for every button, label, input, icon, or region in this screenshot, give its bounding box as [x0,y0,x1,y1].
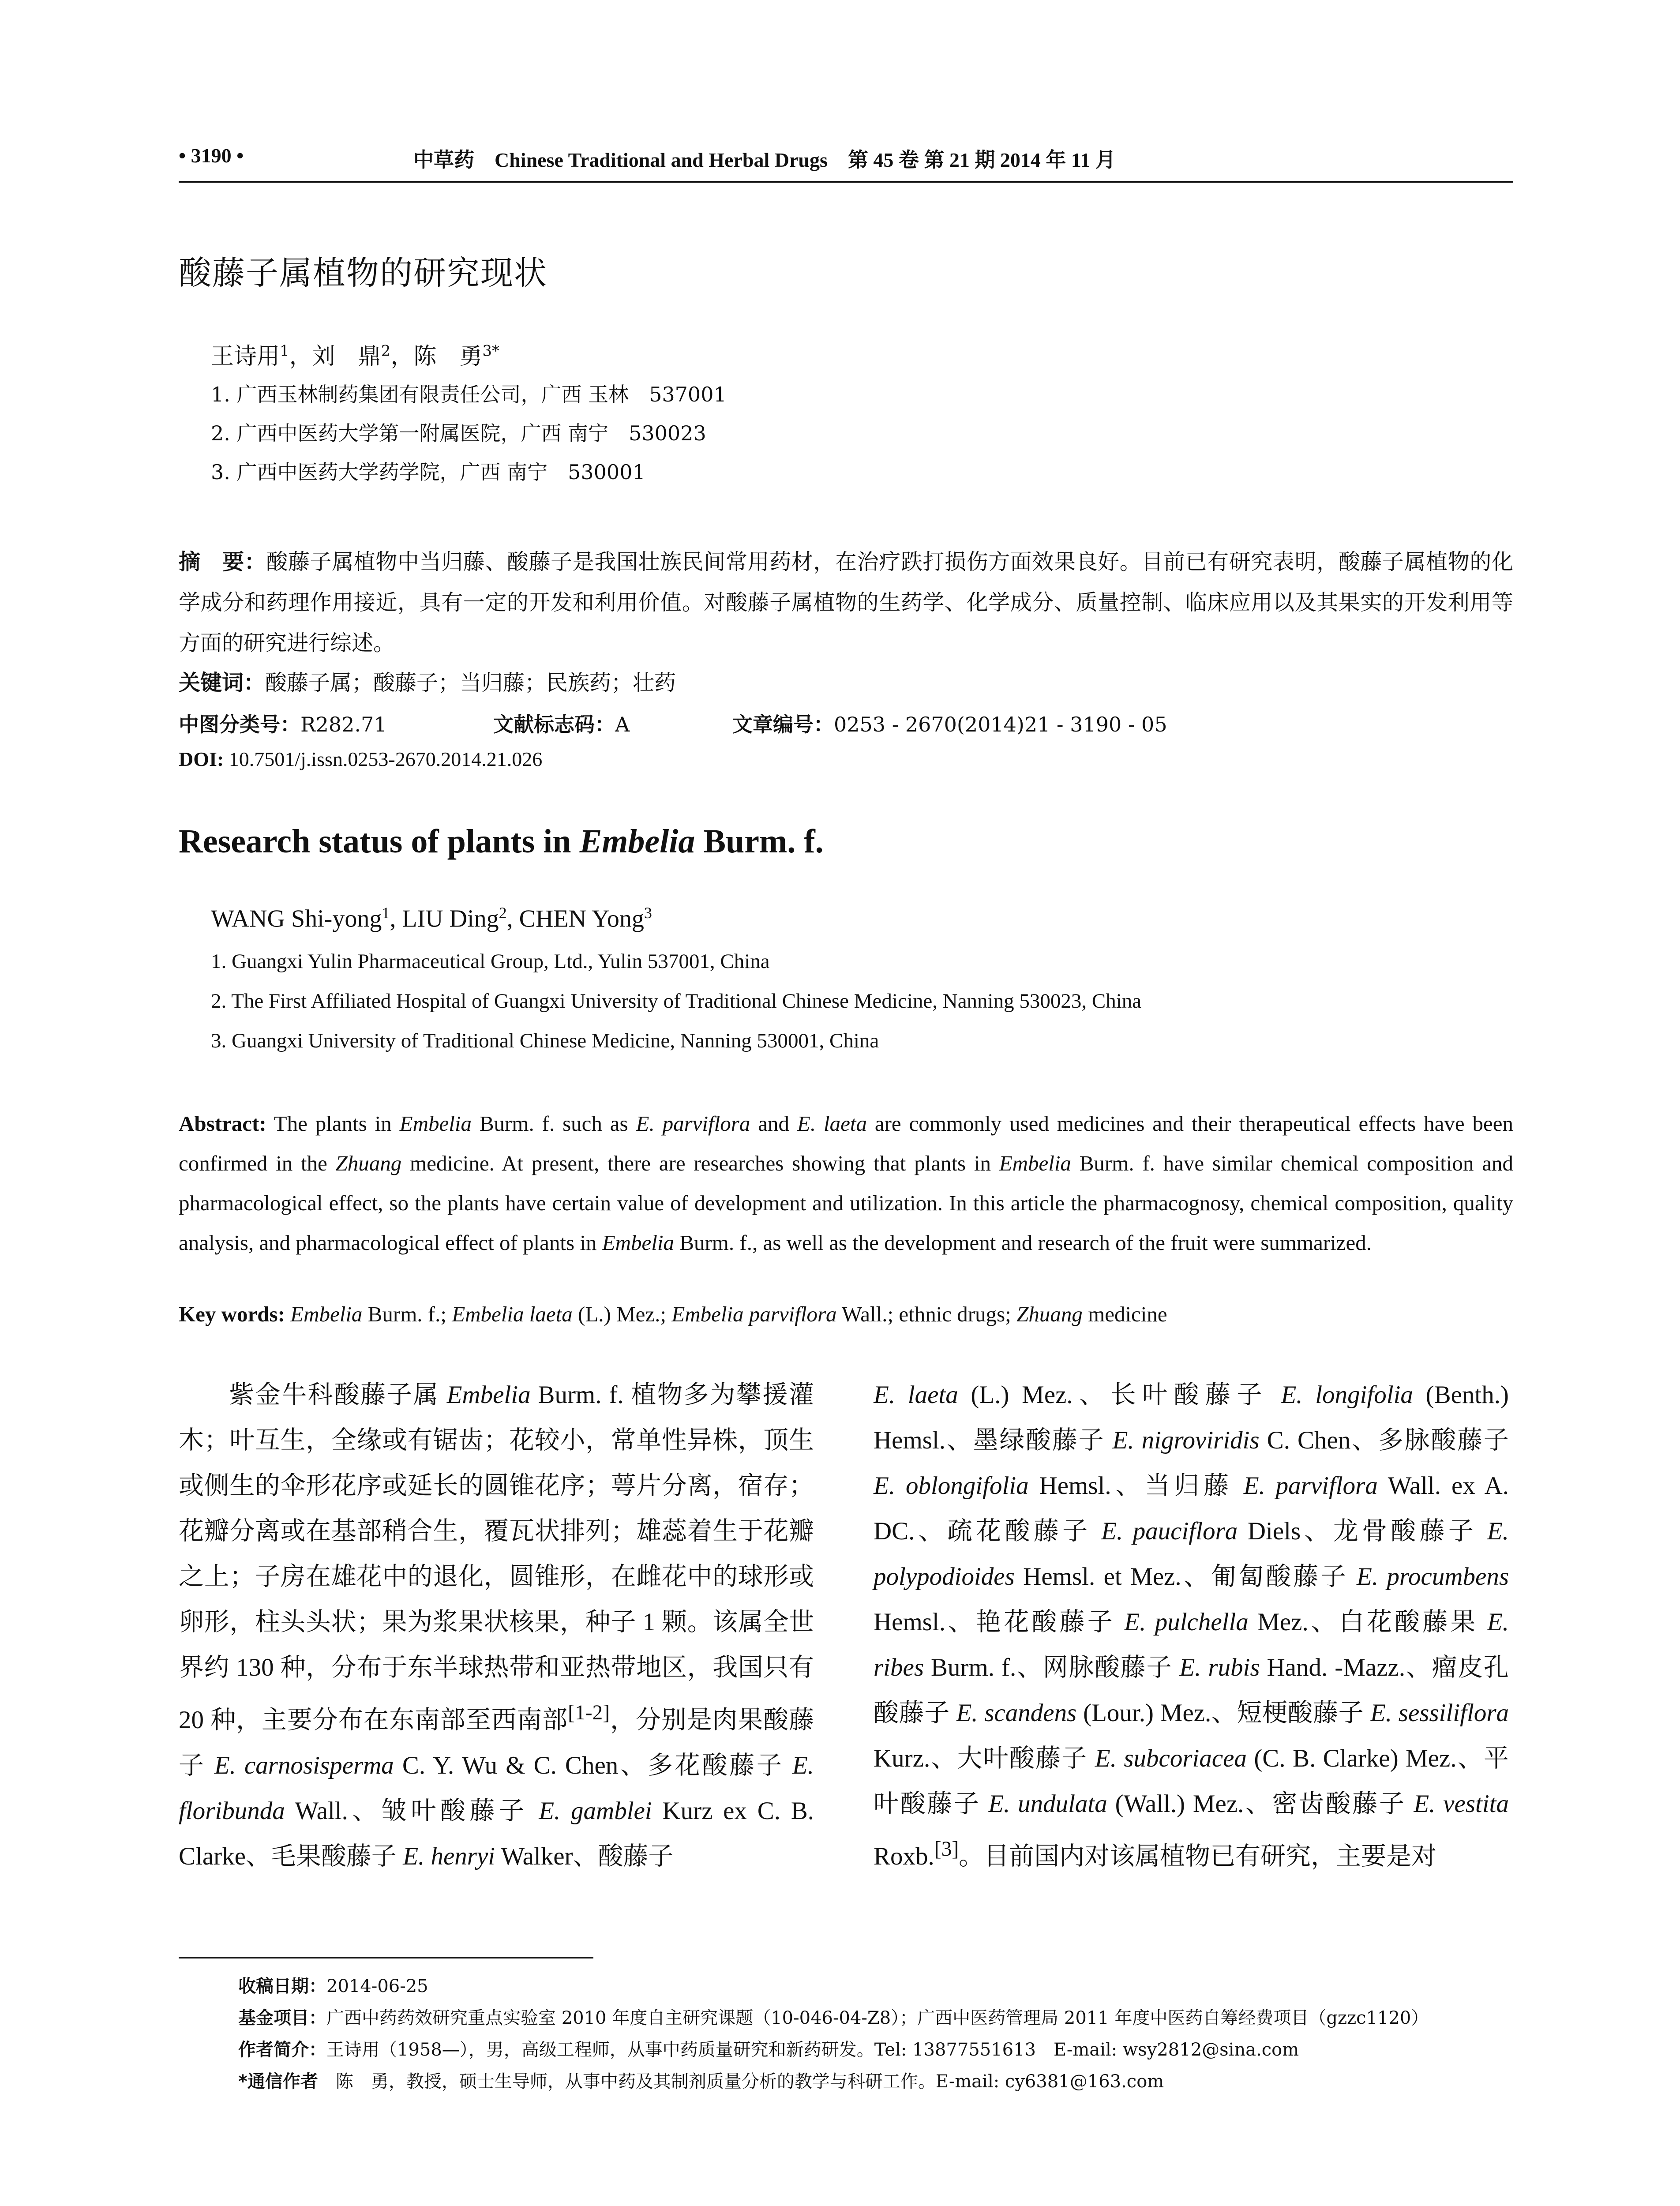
body-text: Kurz ex C. B. Clarke、毛果酸藤子 [179,1797,814,1870]
body-text: Burm. f.、网脉酸藤子 [924,1654,1180,1681]
author-2-cn-sup: 2 [381,342,391,360]
journal-name-en: Chinese Traditional and Herbal Drugs [495,149,828,171]
author-sep-1: ， [289,343,312,370]
footnote-author [238,2036,1299,2061]
journal-line [413,144,1116,173]
authors-en: WANG Shi-yong$^1$, LIU Ding$^2$, CHEN Yong$^3$ [211,904,652,933]
body-text: Hemsl. et Mez.、匍匐酸藤子 [1014,1563,1357,1591]
clc-label: 中图分类号： [179,713,300,736]
species-name: E. sessiliflora [1370,1699,1509,1727]
abstract-en-italic: Embelia [399,1111,472,1136]
footnote-value: 陈 勇，教授，硕士生导师，从事中药及其制剂质量分析的教学与科研工作。E-mail: cy6381@163.com [318,2071,1164,2092]
author-1-cn: 王诗用 [211,343,280,370]
citation-ref[interactable]: [1-2] [568,1701,610,1724]
doi-row [179,747,542,771]
body-text: (Lour.) Mez.、短梗酸藤子 [1076,1699,1370,1727]
author-sep-2: ， [390,343,414,370]
footnote-received [238,1972,428,1997]
page-number: • 3190 • [179,144,244,167]
species-name: E. subcoriacea [1095,1745,1247,1772]
species-name: E. floribunda [179,1752,814,1825]
body-text: (C. B. Clarke) Mez.、平叶酸藤子 [874,1745,1509,1818]
affiliation-cn-1: 1. 广西玉林制药集团有限责任公司，广西 玉林 537001 [211,383,727,406]
abstract-en-italic: Embelia [602,1231,675,1255]
doc-code [493,709,630,738]
author-3-cn-sup: 3* [482,342,499,360]
article-label: 文章编号： [732,713,834,736]
footnote-correspondence [238,2067,1164,2093]
clc-value: R282.71 [300,713,387,736]
author-3-en-sup: 3 [644,904,652,922]
species-name: E. pulchella [1124,1608,1249,1636]
species-name: E. polypodioides [874,1517,1509,1591]
body-text: Mez.、白花酸藤果 [1248,1608,1487,1636]
abstract-en-italic: E. parviflora [636,1111,750,1136]
footnote-divider [179,1957,593,1958]
species-name: E. longifolia [1281,1381,1413,1409]
abstract-en-text: are commonly used medicines and their therapeutical effects have been confirmed in the [179,1111,1513,1175]
affiliation-en-3: 3. Guangxi University of Traditional Chinese Medicine, Nanning 530001, China [211,1029,879,1052]
doi-label: DOI: [179,748,224,770]
species-name: E. undulata [988,1790,1107,1818]
author-2-cn: 刘 鼎 [312,343,381,370]
abstract-en-text: The plants in [266,1111,400,1136]
keyword-text: Wall.; ethnic drugs; [836,1302,1017,1326]
citation-ref[interactable]: [3] [934,1838,959,1861]
author-1-en-sup: 1 [382,904,390,922]
body-text: Wall. ex A. DC.、疏花酸藤子 [874,1472,1509,1545]
keywords-cn-text: 酸藤子属；酸藤子；当归藤；民族药；壮药 [265,670,676,695]
species-name: E. oblongifolia [874,1472,1029,1500]
page-title-en [179,822,824,861]
body-column-right [874,1372,1509,1879]
journal-name-cn: 中草药 [413,149,474,171]
body-text: Wall.、皱叶酸藤子 [285,1797,539,1825]
species-name: E. gamblei [539,1797,652,1825]
abstract-en-italic: Embelia [999,1151,1072,1175]
article-value: 0253 - 2670(2014)21 - 3190 - 05 [834,713,1167,736]
doc-value: A [615,713,630,736]
body-text: ，分别是肉果酸藤子 [179,1706,814,1779]
footnote-fund [238,2004,1429,2029]
doc-label: 文献标志码： [493,713,615,736]
authors-cn [211,338,499,371]
abstract-en-text: medicine. At present, there are researches showing that plants in [401,1151,999,1175]
body-text: (Wall.) Mez.、密齿酸藤子 [1107,1790,1414,1818]
title-en-pre: Research status of plants in [179,823,580,860]
footnote-label: 基金项目： [238,2008,326,2028]
abstract-en-text: and [750,1111,797,1136]
body-text: Diels、龙骨酸藤子 [1238,1517,1487,1545]
body-text: C. Chen、多脉酸藤子 [1259,1426,1509,1454]
species-name: E. vestita [1414,1790,1509,1818]
body-column-left [179,1372,814,1879]
footnote-value: 2014-06-25 [326,1976,428,1996]
body-text: Hemsl.、艳花酸藤子 [874,1608,1125,1636]
abstract-en-text: Burm. f. have similar chemical composition and pharmacological effect, so the plants have certain value of development and utilization. In this article the pharmacognosy, chemical composition, quality analysis, and pharmacological effect of plants in [179,1151,1514,1255]
keywords-cn [179,663,1513,703]
abstract-cn-text: 酸藤子属植物中当归藤、酸藤子是我国壮族民间常用药材，在治疗跌打损伤方面效果良好。目前已有研究表明，酸藤子属植物的化学成分和药理作用接近，具有一定的开发和利用价值。对酸藤子属植物的生药学、化学成分、质量控制、临床应用以及其果实的开发利用等方面的研究进行综述。 [179,549,1513,656]
species-name: E. pauciflora [1101,1517,1238,1545]
body-text: C. Y. Wu & C. Chen、多花酸藤子 [394,1752,792,1779]
keywords-en-label: Key words: [179,1302,285,1326]
species-name: E. laeta [874,1381,958,1409]
abstract-cn-label: 摘 要： [179,549,266,574]
footnote-value: 广西中药药效研究重点实验室 2010 年度自主研究课题（10-046-04-Z8）；广西中医药管理局 2011 年度中医药自筹经费项目（gzzc1120） [326,2008,1429,2028]
affiliation-cn-3: 3. 广西中医药大学药学院，广西 南宁 530001 [211,460,645,484]
abstract-cn [179,542,1513,664]
keyword-text: medicine [1082,1302,1167,1326]
species-name: E. nigroviridis [1112,1426,1260,1454]
article-number [732,709,1167,738]
abstract-en-italic: E. laeta [797,1111,867,1136]
species-name: E. rubis [1179,1654,1260,1681]
body-text: (L.) Mez.、长叶酸藤子 [958,1381,1281,1409]
abstract-en-italic: Zhuang [335,1151,402,1175]
abstract-en-label: Abstract: [179,1111,266,1136]
affiliation-cn-2: 2. 广西中医药大学第一附属医院，广西 南宁 530023 [211,421,706,445]
species-name: E. procumbens [1357,1563,1509,1591]
body-text: Hand. -Mazz.、瘤皮孔酸藤子 [874,1654,1509,1727]
keyword-italic: Zhuang [1016,1302,1083,1326]
page-title-cn: 酸藤子属植物的研究现状 [179,254,548,292]
author-3-cn: 陈 勇 [413,343,483,370]
footnote-label: 作者简介： [238,2040,326,2060]
keyword-text: Burm. f.; [362,1302,452,1326]
footnote-value: 王诗用（1958—），男，高级工程师，从事中药质量研究和新药研发。Tel: 13877551613 E-mail: wsy2812@sina.com [326,2040,1299,2060]
species-name: E. parviflora [1243,1472,1378,1500]
body-text: 紫金牛科酸藤子属 [229,1381,447,1409]
running-header [179,140,1513,183]
abstract-en-text: Burm. f., as well as the development and research of the fruit were summarized. [674,1231,1372,1255]
title-en-genus: Embelia [579,823,695,860]
keyword-italic: Embelia [290,1302,363,1326]
affiliation-en-1: 1. Guangxi Yulin Pharmaceutical Group, Ltd., Yulin 537001, China [211,950,770,973]
body-text: Kurz.、大叶酸藤子 [874,1745,1095,1772]
keyword-italic: Embelia laeta [452,1302,573,1326]
species-name: Embelia [446,1381,531,1409]
body-text: Hemsl.、当归藤 [1028,1472,1244,1500]
body-text: 。目前国内对该属植物已有研究，主要是对 [959,1842,1437,1870]
keyword-italic: Embelia parviflora [671,1302,837,1326]
footnote-label: *通信作者 [238,2071,318,2092]
classification-row [179,709,387,738]
affiliation-en-2: 2. The First Affiliated Hospital of Guangxi University of Traditional Chinese Medicine, Nanning 530023, China [211,990,1142,1013]
species-name: E. ribes [874,1608,1509,1681]
author-2-en-sup: 2 [499,904,507,922]
abstract-en [179,1104,1513,1263]
body-text: Roxb. [874,1842,934,1870]
author-1-en: WANG Shi-yong [211,905,382,933]
journal-issue: 第 45 卷 第 21 期 2014 年 11 月 [848,149,1116,171]
body-text: Walker、酸藤子 [495,1842,674,1870]
doi-value[interactable]: 10.7501/j.issn.0253-2670.2014.21.026 [229,748,543,770]
body-text: Burm. f. 植物多为攀援灌木；叶互生，全缘或有锯齿；花较小，常单性异株，顶生或侧生的伞形花序或延长的圆锥花序；萼片分离，宿存；花瓣分离或在基部稍合生，覆瓦状排列；雄蕊着生于花瓣之上；子房在雄花中的退化，圆锥形，在雌花中的球形或卵形，柱头头状；果为浆果状核果，种子 1 颗。该属全世界约 130 种，分布于东半球热带和亚热带地区，我国只有 20 种，主要分布在东南部至西南部 [179,1381,814,1734]
species-name: E. scandens [956,1699,1077,1727]
species-name: E. carnosisperma [214,1752,394,1779]
keywords-en [179,1302,1513,1327]
body-text: (Benth.) Hemsl.、墨绿酸藤子 [874,1381,1509,1454]
author-3-en: CHEN Yong [519,905,644,933]
footnote-label: 收稿日期： [238,1976,326,1996]
author-1-cn-sup: 1 [280,342,289,360]
keywords-cn-label: 关键词： [179,670,266,695]
species-name: E. henryi [403,1842,495,1870]
keyword-text: (L.) Mez.; [572,1302,672,1326]
title-en-post: Burm. f. [695,823,824,860]
abstract-en-text: Burm. f. such as [471,1111,636,1136]
author-2-en: LIU Ding [402,905,499,933]
